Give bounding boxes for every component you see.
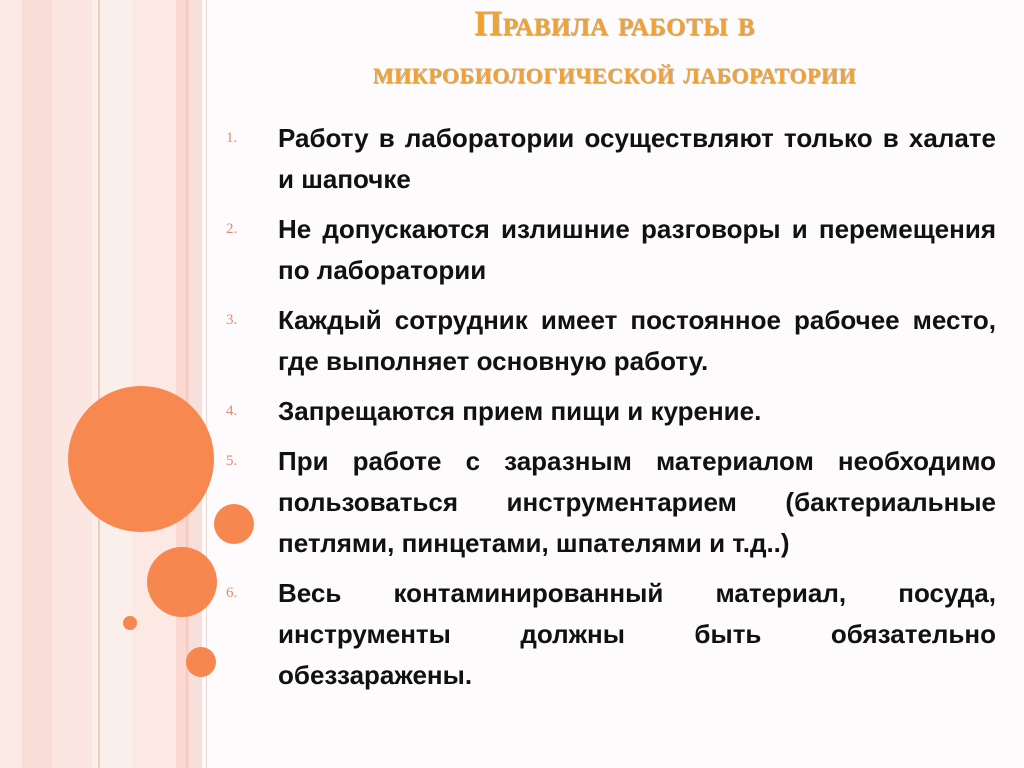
list-item-number: 2.	[226, 221, 238, 237]
rules-list	[226, 118, 996, 705]
list-item-text: Весь контаминированный материал, посуда, инструменты должны быть обязательно обеззаражены.	[278, 578, 996, 690]
list-item	[226, 209, 996, 291]
list-item-number: 3.	[226, 312, 238, 328]
decor-stripe	[52, 0, 92, 768]
decor-line	[98, 0, 100, 768]
list-item-text: Запрещаются прием пищи и курение.	[278, 396, 762, 426]
list-item-text: При работе с заразным материалом необходимо пользоваться инструментарием (бактериальные петлями, пинцетами, шпателями и т.д..)	[278, 446, 996, 558]
slide-title-line2: микробиологической лаборатории	[372, 54, 857, 90]
list-item-number: 5.	[226, 453, 238, 469]
decor-circle-tiny	[123, 616, 137, 630]
list-item-text: Каждый сотрудник имеет постоянное рабочее место, где выполняет основную работу.	[278, 305, 996, 376]
list-item	[226, 300, 996, 382]
slide-title-line1: Правила работы в	[474, 3, 755, 43]
list-item	[226, 118, 996, 200]
list-item	[226, 573, 996, 696]
list-item	[226, 391, 996, 432]
list-item-number: 1.	[226, 130, 238, 146]
decor-stripe	[0, 0, 22, 768]
list-item-number: 6.	[226, 585, 238, 601]
list-item	[226, 441, 996, 564]
list-item-text: Не допускаются излишние разговоры и перемещения по лаборатории	[278, 214, 996, 285]
decor-circle-medium	[147, 547, 217, 617]
decor-circle-small	[186, 647, 216, 677]
list-item-text: Работу в лаборатории осуществляют только в халате и шапочке	[278, 123, 996, 194]
decor-circle-large	[68, 386, 214, 532]
decor-stripe	[132, 0, 176, 768]
decor-stripe	[22, 0, 52, 768]
list-item-number: 4.	[226, 403, 238, 419]
